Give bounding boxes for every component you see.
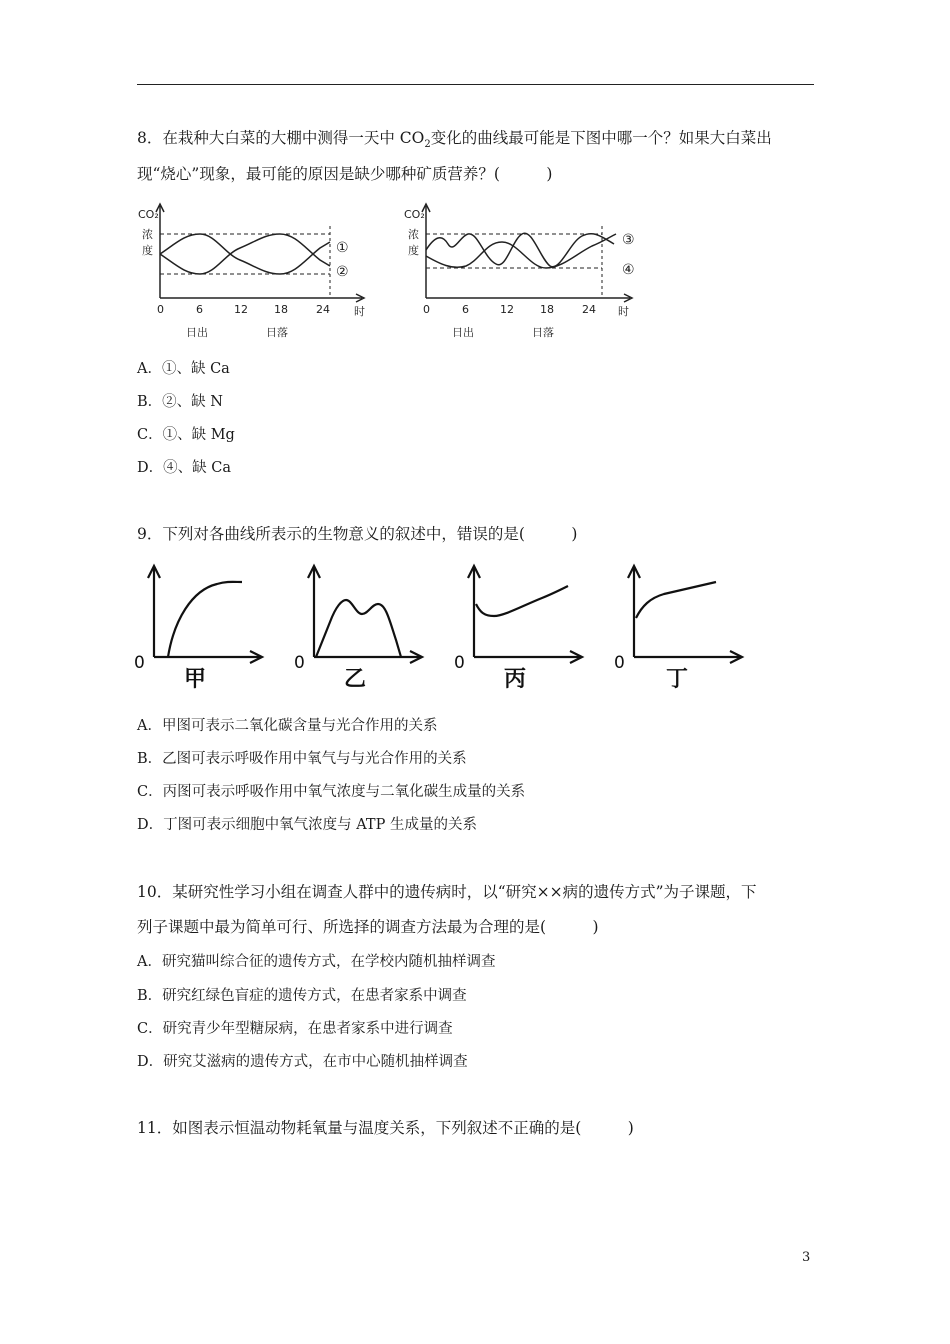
- xtick-left-18: 18: [274, 303, 288, 316]
- ylabel-nong-right: 浓: [408, 228, 419, 241]
- q9-stem: 9．下列对各曲线所表示的生物意义的叙述中，错误的是( ): [137, 525, 578, 543]
- xunit-left: 时: [354, 305, 365, 318]
- q9-option-c: C．丙图可表示呼吸作用中氧气浓度与二氧化碳生成量的关系: [137, 784, 526, 800]
- origin-jia: 0: [134, 653, 145, 673]
- xunit-right: 时: [618, 305, 629, 318]
- q8-option-c: C．①、缺 Mg: [137, 427, 235, 443]
- q8-option-b: B．②、缺 N: [137, 394, 223, 410]
- curve-label-1: ①: [336, 240, 349, 256]
- q10-stem-line1: 10．某研究性学习小组在调查人群中的遗传病时，以“研究××病的遗传方式”为子课题，下: [137, 883, 757, 901]
- origin-ding: 0: [614, 653, 625, 673]
- sunrise-right: 日出: [452, 326, 474, 339]
- xtick-left-24: 24: [316, 303, 330, 316]
- header-rule: [137, 84, 814, 85]
- origin-yi: 0: [294, 653, 305, 673]
- ylabel-co2-right: CO₂: [404, 208, 425, 221]
- ylabel-du-right: 度: [408, 244, 419, 257]
- label-ding: 丁: [666, 667, 689, 692]
- q9-option-b: B．乙图可表示呼吸作用中氧气与与光合作用的关系: [137, 751, 467, 767]
- q8-option-d: D．④、缺 Ca: [137, 460, 231, 476]
- xtick-left-12: 12: [234, 303, 248, 316]
- q8-figure: [130, 198, 650, 346]
- curve-label-4: ④: [622, 262, 635, 278]
- xtick-left-0: 0: [157, 303, 164, 316]
- graph-yi: [308, 566, 422, 663]
- q8-stem-line2: 现“烧心”现象，最可能的原因是缺少哪种矿质营养？( ): [137, 165, 553, 183]
- q9-option-a: A．甲图可表示二氧化碳含量与光合作用的关系: [137, 718, 438, 734]
- q9-figure: [132, 560, 772, 694]
- label-yi: 乙: [344, 667, 367, 692]
- co2-graph-right: [422, 204, 632, 302]
- q9-option-d: D．丁图可表示细胞中氧气浓度与 ATP 生成量的关系: [137, 817, 477, 833]
- q8-option-a: A．①、缺 Ca: [137, 361, 230, 377]
- xtick-right-12: 12: [500, 303, 514, 316]
- curve-label-3: ③: [622, 232, 635, 248]
- origin-bing: 0: [454, 653, 465, 673]
- ylabel-nong-left: 浓: [142, 228, 153, 241]
- graph-jia: [148, 566, 262, 663]
- sunrise-left: 日出: [186, 326, 208, 339]
- xtick-right-6: 6: [462, 303, 469, 316]
- sunset-right: 日落: [532, 326, 554, 339]
- xtick-right-18: 18: [540, 303, 554, 316]
- ylabel-co2-left: CO₂: [138, 208, 159, 221]
- q10-option-c: C．研究青少年型糖尿病，在患者家系中进行调查: [137, 1021, 453, 1037]
- graph-ding: [628, 566, 742, 663]
- q10-stem-line2: 列子课题中最为简单可行、所选择的调查方法最为合理的是( ): [137, 918, 599, 936]
- curve-label-2: ②: [336, 264, 349, 280]
- xtick-left-6: 6: [196, 303, 203, 316]
- label-jia: 甲: [184, 667, 207, 692]
- ylabel-du-left: 度: [142, 244, 153, 257]
- q8-stem-line1: 8．在栽种大白菜的大棚中测得一天中 $CO_2$变化的曲线最可能是下图中哪一个？如果大白菜出: [137, 129, 772, 151]
- page-number: 3: [802, 1250, 811, 1265]
- q11-stem: 11．如图表示恒温动物耗氧量与温度关系，下列叙述不正确的是( ): [137, 1119, 634, 1137]
- xtick-right-24: 24: [582, 303, 596, 316]
- sunset-left: 日落: [266, 326, 288, 339]
- q10-option-a: A．研究猫叫综合征的遗传方式，在学校内随机抽样调查: [137, 954, 496, 970]
- q10-option-d: D．研究艾滋病的遗传方式，在市中心随机抽样调查: [137, 1054, 468, 1070]
- label-bing: 丙: [504, 667, 527, 692]
- graph-bing: [468, 566, 582, 663]
- q10-option-b: B．研究红绿色盲症的遗传方式，在患者家系中调查: [137, 988, 467, 1004]
- co2-graph-left: [156, 204, 364, 302]
- xtick-right-0: 0: [423, 303, 430, 316]
